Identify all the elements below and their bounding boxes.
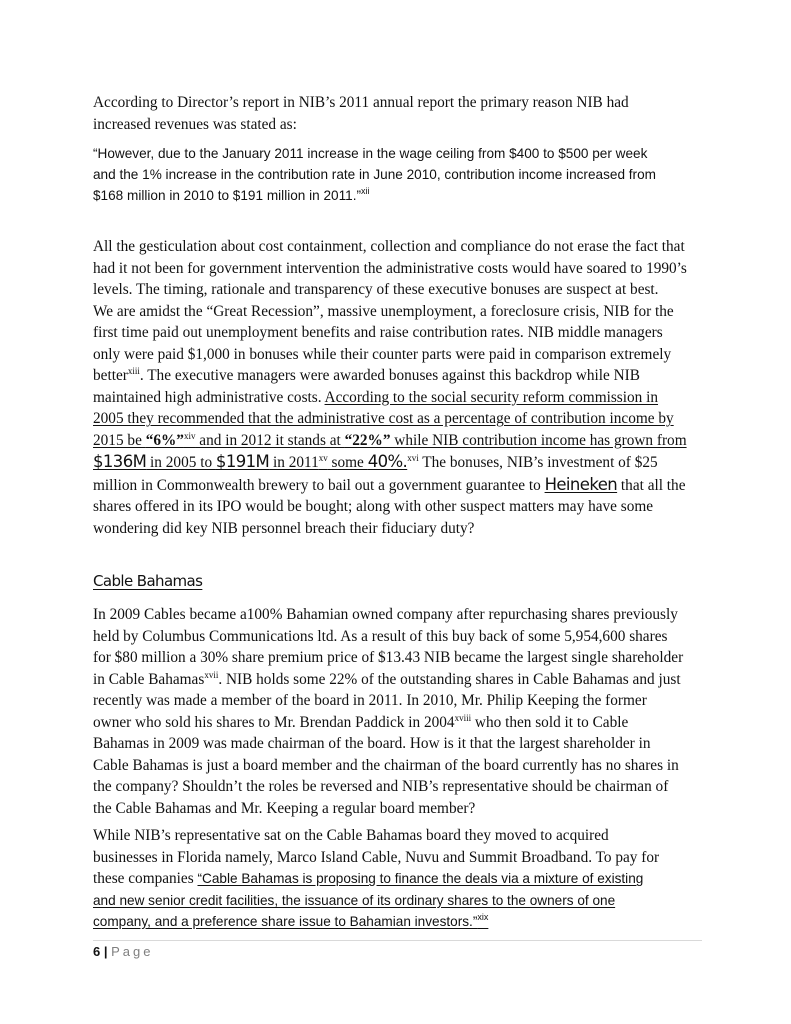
text-span: some [327,454,368,471]
underlined-text: “Cable Bahamas is proposing to finance the deals via a mixture of existing [197,871,644,886]
amount-figure: $136M [93,452,147,471]
section-heading: Cable Bahamas [93,572,203,590]
text-line: All the gesticulation about cost containment, collection and compliance do not erase the fact that [93,238,685,255]
text-span: maintained high administrative costs. [93,388,325,406]
endnote-ref: xvi [407,453,419,463]
heineken-link-text: Heineken [544,474,618,494]
text-line: first time paid out unemployment benefits and raise contribution rates. NIB middle managers [93,324,663,341]
text-span: . NIB holds some 22% of the outstanding shares in Cable Bahamas and just [218,670,681,688]
text-line: levels. The timing, rationale and transparency of these executive bonuses are suspect at best. [93,281,659,298]
underlined-text: and new senior credit facilities, the issuance of its ordinary shares to the owners of one [93,892,616,908]
endnote-ref: xv [318,453,328,463]
underlined-text [93,454,407,471]
text-line: had it not been for government intervention the administrative costs would have soared to 1990’s [93,259,687,277]
text-line: In 2009 Cables became a100% Bahamian owned company after repurchasing shares previously [93,606,678,623]
text-line [93,387,708,409]
quote-text: $168 million in 2010 to $191 million in 2011.” [93,188,362,203]
endnote-ref: xvii [204,669,219,680]
quote-paragraph [93,143,713,206]
text-line [93,712,708,734]
text-line: the Cable Bahamas and Mr. Keeping a regular board member? [93,799,476,817]
underlined-text: According to the social security reform commission in [324,388,659,406]
percent-figure: 40%. [367,452,408,471]
endnote-ref: xiii [127,366,140,376]
text-span: in 2005 to [146,454,216,471]
text-line: “However, due to the January 2011 increase in the wage ceiling from $400 to $500 per week [93,146,648,161]
underlined-text [93,911,489,929]
text-line: We are amidst the “Great Recession”, massive unemployment, a foreclosure crisis, NIB for the [93,302,674,320]
endnote-ref: xiv [183,430,196,441]
text-line: only were paid $1,000 in bonuses while their counter parts were paid in comparison extremely [93,345,672,363]
text-line: the company? Shouldn’t the roles be reversed and NIB’s representative should be chairman of [93,778,669,795]
intro-paragraph [93,92,705,135]
text-line [93,185,713,206]
endnote-ref: xviii [454,712,472,723]
footer-divider [93,940,702,941]
endnote-ref: xix [477,911,489,922]
text-line: businesses in Florida namely, Marco Island Cable, Nuvu and Summit Broadband. To pay for [93,848,660,866]
text-line: Cable Bahamas is just a board member and the chairman of the board currently has no shares in [93,756,679,774]
amount-figure: $191M [215,452,270,471]
cable-bahamas-paragraph [93,604,708,819]
text-span: these companies [93,870,198,887]
text-span: company, and a preference share issue to Bahamian investors.” [93,913,478,929]
underlined-text [93,432,687,449]
footer-page-label: Page [111,944,154,959]
underlined-text: 2005 they recommended that the administrative cost as a percentage of contribution income by [93,410,674,427]
text-line [93,365,708,387]
text-line [93,890,713,911]
text-line: and the 1% increase in the contribution rate in June 2010, contribution income increased from [93,167,656,182]
text-line: held by Columbus Communications ltd. As a result of this buy back of some 5,954,600 shares [93,627,668,645]
text-line: recently was made a member of the board in 2011. In 2010, Mr. Philip Keeping the former [93,692,647,709]
text-line: shares offered in its IPO would be bought; along with other suspect matters may have some [93,498,654,515]
text-line: increased revenues was stated as: [93,115,297,133]
text-line [93,911,713,932]
text-span: better [93,367,128,384]
text-span: million in Commonwealth brewery to bail out a government guarantee to [93,476,545,494]
footer-separator: | [100,944,112,959]
text-line: Bahamas in 2009 was made chairman of the board. How is it that the largest shareholder in [93,735,651,752]
text-line: While NIB’s representative sat on the Cable Bahamas board they moved to acquired [93,827,609,844]
text-span: who then sold it to Cable [471,713,629,731]
text-line [93,669,708,691]
acquisitions-quote [93,868,713,932]
text-line: According to Director’s report in NIB’s 2011 annual report the primary reason NIB had [93,94,629,111]
text-span: . The executive managers were awarded bonuses against this backdrop while NIB [139,367,640,384]
text-line [93,430,708,452]
text-span: in 2011 [269,454,319,471]
text-span: 2015 be [93,431,146,449]
text-line [93,474,708,497]
text-line [93,451,708,474]
text-span: while NIB contribution income has grown from [390,431,687,449]
text-line [93,408,708,430]
bold-figure: “22%” [344,431,391,449]
text-line [93,868,713,890]
page-number: 6 [93,944,101,959]
text-span: owner who sold his shares to Mr. Brendan Paddick in 2004 [93,713,455,731]
text-line: for $80 million a 30% share premium price of $13.43 NIB became the largest single shareholder [93,649,684,666]
endnote-ref: xii [361,186,370,196]
page-footer [93,944,153,959]
bonuses-paragraph [93,236,708,539]
text-span: and in 2012 it stands at [195,431,345,449]
text-line: wondering did key NIB personnel breach their fiduciary duty? [93,519,475,537]
bold-figure: “6%” [145,431,184,449]
acquisitions-paragraph [93,825,705,868]
text-span: The bonuses, NIB’s investment of $25 [418,454,658,471]
text-span: that all the [617,476,686,494]
text-span: in Cable Bahamas [93,670,205,688]
